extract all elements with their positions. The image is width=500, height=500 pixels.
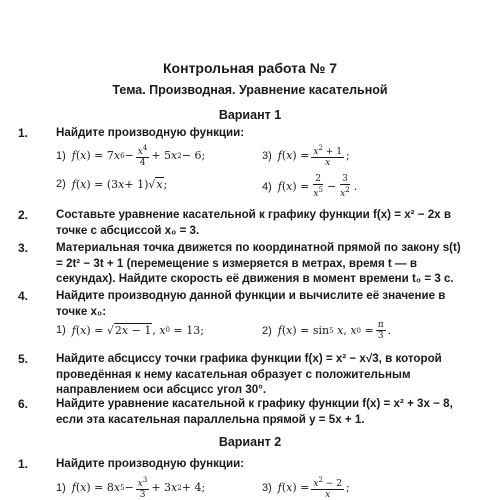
task-1-item-1: 1) f ( x ) = 7 x 6 − $\frac{x^4}{4}$ + 5 x 2 − 6; bbox=[56, 144, 206, 168]
v2-task-1-text: Найдите производную функции: bbox=[56, 457, 245, 470]
page-theme: Тема. Производная. Уравнение касательной bbox=[112, 83, 388, 97]
task-1-item-2: 2) f ( x ) = (3 x + 1)√ x ; bbox=[56, 177, 168, 191]
task-3-text: Материальная точка движется по координатной прямой по закону s(t) = 2t² − 3t + 1 (перемещение s измеряется в метрах, время t — в секундах). Найдите скорость её движения в момент времени t₀ = 3 с. bbox=[56, 241, 461, 285]
task-6-text: Найдите уравнение касательной к графику функции f(x) = x² + 3x − 8, если эта касательная параллельна прямой y = 5x + 1. bbox=[56, 397, 453, 426]
v2-task-1-item-1: 1) f ( x ) = 8 x 5 − $\frac{x^3}{3}$ + 3 x 2 + 4; bbox=[56, 476, 206, 500]
task-4-number: 4. bbox=[18, 289, 29, 303]
page-title: Контрольная работа № 7 bbox=[163, 60, 337, 76]
v2-task-1-item-3: 3) f ( x ) = $\frac{x^2 - 2}{x}$ ; bbox=[262, 476, 350, 500]
task-4-item-1: 1) f ( x ) = √ 2x − 1 , x 0 = 13; bbox=[56, 323, 204, 337]
task-4-text: Найдите производную данной функции и вычислите её значение в точке x₀: bbox=[56, 289, 446, 318]
task-1-item-3: 3) f ( x ) = $\frac{x^2 + 1}{x}$ ; bbox=[262, 144, 350, 168]
task-2-number: 2. bbox=[18, 208, 29, 222]
task-4-item-2: 2) f ( x ) = sin 5 x , x 0 = $\frac{\pi}{3}$ . bbox=[262, 320, 392, 341]
task-5-text: Найдите абсциссу точки графика функции f(x) = x² − x√3, в которой проведённая к нему касательная образует с положительным направлением оси абсцисс угол 30°. bbox=[56, 352, 442, 396]
task-2-text: Составьте уравнение касательной к графику функции f(x) = x² − 2x в точке с абсциссой x₀ = 3. bbox=[56, 208, 451, 237]
v2-task-1-number: 1. bbox=[18, 457, 29, 471]
task-6-number: 6. bbox=[18, 397, 29, 411]
variant-2-heading: Вариант 2 bbox=[218, 435, 282, 449]
task-1-item-4: 4) f ( x ) = $\frac{2}{x^5}$ − $\frac{3}{x^2}$ . bbox=[262, 174, 358, 199]
task-5-number: 5. bbox=[18, 352, 29, 366]
task-1-text: Найдите производную функции: bbox=[56, 126, 245, 139]
task-3-number: 3. bbox=[18, 241, 29, 255]
variant-1-heading: Вариант 1 bbox=[218, 108, 282, 122]
task-1-number: 1. bbox=[18, 126, 29, 140]
